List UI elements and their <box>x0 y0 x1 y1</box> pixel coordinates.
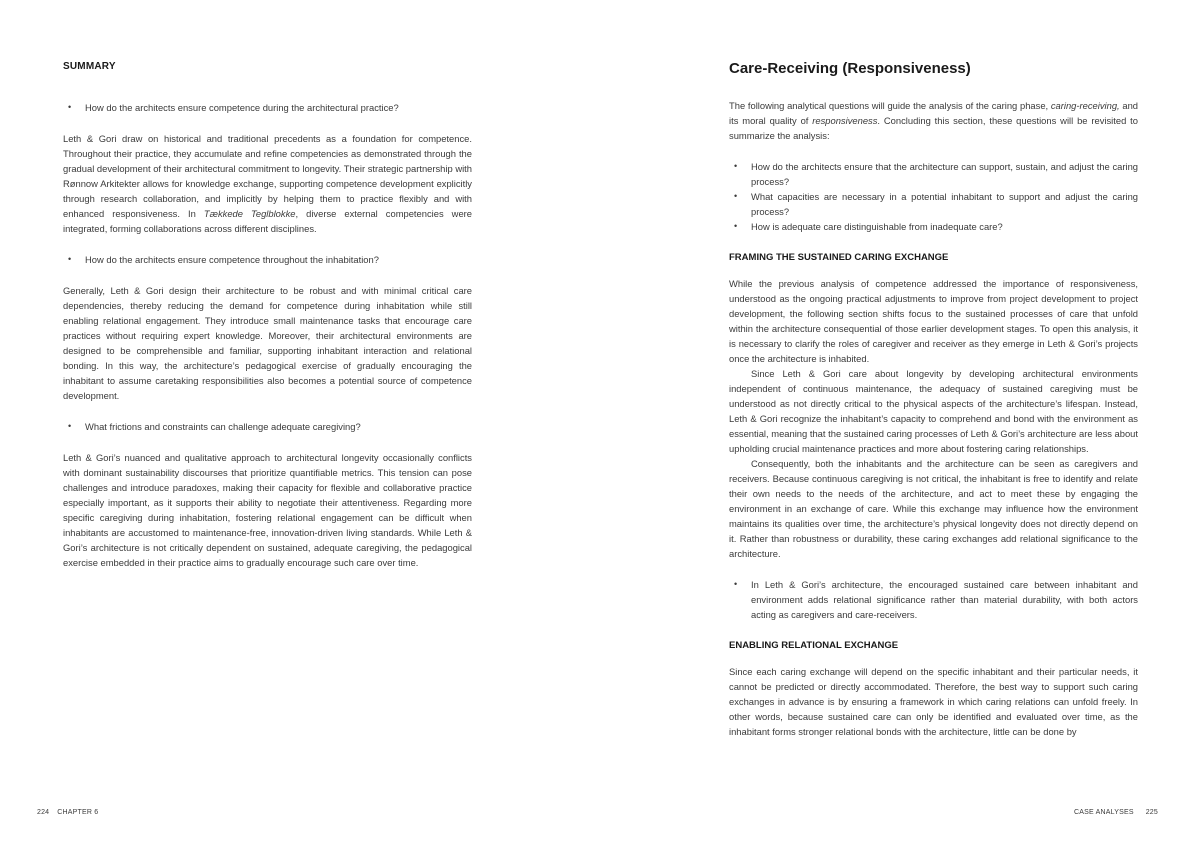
summary-heading: SUMMARY <box>63 61 116 72</box>
question-item: • What capacities are necessary in a potential inhabitant to support and adjust the caring process? <box>734 191 1138 217</box>
question-list <box>63 100 472 115</box>
section-title: Care-Receiving (Responsiveness) <box>729 60 971 77</box>
body-paragraph: While the previous analysis of competence addressed the importance of responsiveness, understood as the ongoing practical adjustments to improve from project development to project development, the following section shifts focus to the sustained processes of care that unfold within the architecture consequential of those earlier development stages. To open this analysis, it is necessary to clarify the roles of caregiver and receiver as they emerge in Leth & Gori’s projects once the architecture is inhabited. <box>729 278 1138 364</box>
question-list <box>63 419 472 434</box>
bullet-icon: • <box>734 191 738 201</box>
body-paragraph: Generally, Leth & Gori design their architecture to be robust and with minimal critical care dependencies, thereby reducing the demand for competence during inhabitation while still enabling relational engagement. They introduce small maintenance tasks that encourage care practices without requiring expert knowledge. Moreover, their architectural environments are designed to be comprehensible and familiar, supporting inhabitant interaction and relational bonding. In this way, the architecture’s pedagogical exercise of gradually encouraging the inhabitant to assume caretaking responsibilities also becomes a potential source of competence development. <box>63 285 472 401</box>
subsection-heading: FRAMING THE SUSTAINED CARING EXCHANGE <box>729 252 949 263</box>
bullet-icon: • <box>68 421 72 431</box>
body-paragraph: Leth & Gori draw on historical and traditional precedents as a foundation for competence. Throughout their practice, they accumulate and refine competencies as demonstrated through the gradual development of their architectural commitment to longevity. Their strategic partnership with Rønnow Arkitekter allows for knowledge exchange, supporting competence development explicitly through research collaboration, and implicitly by helping them to practice flexibly and with enhanced responsiveness. In Tækkede Teglblokke, diverse external competencies were integrated, forming collaborations across different disciplines. <box>63 133 472 234</box>
left-text-column <box>63 60 472 586</box>
right-text-column <box>729 60 1138 739</box>
question-item: • How do the architects ensure that the architecture can support, sustain, and adjust the caring process? <box>734 161 1138 187</box>
running-head: CASE ANALYSES <box>1074 809 1134 816</box>
body-paragraph: Since each caring exchange will depend on the specific inhabitant and their particular needs, it cannot be predicted or directly accommodated. Therefore, the best way to support such caring exchanges in advance is by ensuring a framework in which caring relations can unfold freely. In other words, because sustained care can only be identified and evaluated over time, as the inhabitant forms stronger relational bonds with the architecture, little can be done by <box>729 666 1138 737</box>
question-item: • How do the architects ensure competence throughout the inhabitation? <box>68 254 379 265</box>
right-footer <box>1074 808 1158 818</box>
bullet-icon: • <box>734 161 738 171</box>
key-point-list <box>729 577 1138 622</box>
question-item: • What frictions and constraints can challenge adequate caregiving? <box>68 421 361 432</box>
subsection-heading: ENABLING RELATIONAL EXCHANGE <box>729 640 899 651</box>
intro-paragraph: The following analytical questions will guide the analysis of the caring phase, caring-receiving, and its moral quality of responsiveness. Concluding this section, these questions will be revisited to summarize the analysis: <box>729 100 1139 141</box>
bullet-icon: • <box>734 579 738 589</box>
question-list <box>729 159 1138 234</box>
running-head: CHAPTER 6 <box>57 809 99 816</box>
bullet-icon: • <box>68 102 72 112</box>
bullet-icon: • <box>734 221 738 231</box>
bullet-icon: • <box>68 254 72 264</box>
body-paragraph: Since Leth & Gori care about longevity by developing architectural environments independent of continuous maintenance, the adequacy of sustained caregiving must be understood as not directly critical to the physical aspects of the architecture’s lifespan. Instead, Leth & Gori recognize the inhabitant’s capacity to comprehend and bond with the environment as essential, meaning that the sustained caring processes of Leth & Gori’s architecture are less about upholding crucial maintenance practices and more about fostering caring relationships. <box>729 368 1138 454</box>
question-list <box>63 252 472 267</box>
body-paragraph: Consequently, both the inhabitants and the architecture can be seen as caregivers and receivers. Because continuous caregiving is not critical, the inhabitant is free to identify and relate their own needs to the needs of the architecture, and act to meet these by engaging the environment in an exchange of care. While this exchange may influence how the environment maintains its qualities over time, the architecture’s physical longevity does not directly depend on it. Rather than robustness or durability, these caring exchanges add relational significance to the architecture. <box>729 458 1138 559</box>
question-item: • How is adequate care distinguishable from inadequate care? <box>734 221 1003 232</box>
question-item: • How do the architects ensure competence during the architectural practice? <box>68 102 399 113</box>
page-number: 224 <box>37 809 50 816</box>
key-point-item: • In Leth & Gori’s architecture, the encouraged sustained care between inhabitant and environment adds relational significance rather than material durability, with both actors acting as caregivers and care-receivers. <box>734 579 1138 620</box>
body-paragraph: Leth & Gori’s nuanced and qualitative approach to architectural longevity occasionally conflicts with dominant sustainability discourses that prioritize quantifiable metrics. This tension can pose challenges and introduce paradoxes, making their capacity for flexible and collaborative practice especially important, as it supports their ability to negotiate their attentiveness. Regarding more specific caregiving during inhabitation, fostering relational engagement can be difficult when inhabitants are accustomed to maintenance-free, innovation-driven living standards. While Leth & Gori’s architecture is not critically dependent on sustained, adequate caregiving, the pedagogical exercise embedded in their practice aims to gradually encourage such care over time. <box>63 452 472 568</box>
page-number: 225 <box>1145 809 1158 816</box>
right-page <box>600 0 1200 849</box>
left-footer <box>37 808 98 818</box>
